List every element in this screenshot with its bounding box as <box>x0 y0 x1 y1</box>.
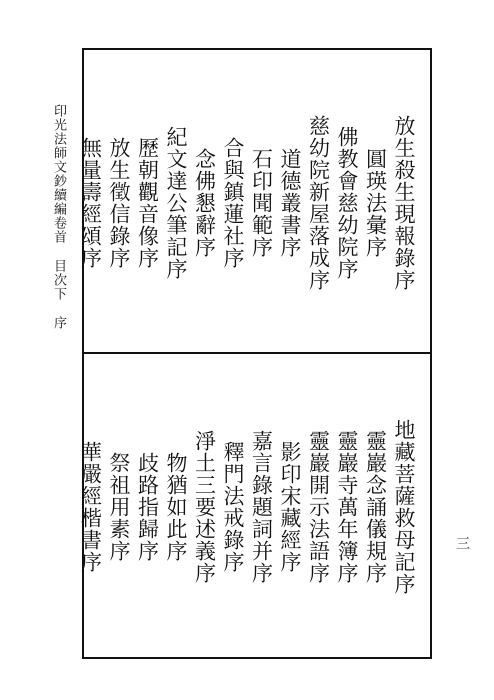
toc-entry-title: 釋門法戒錄序 <box>221 441 245 573</box>
toc-entry <box>392 364 416 650</box>
toc-entry-inner <box>392 60 416 346</box>
toc-entry <box>250 364 274 650</box>
toc-entry-inner <box>136 364 160 650</box>
toc-entry <box>364 364 388 650</box>
toc-entry-title: 地藏菩薩救母記序 <box>392 419 416 595</box>
toc-entry-title: 道德叢書序 <box>278 148 302 258</box>
toc-entry <box>107 364 131 650</box>
toc-entry-inner <box>193 60 217 346</box>
toc-entry-inner <box>164 60 188 346</box>
toc-entry-inner <box>221 60 245 346</box>
toc-entry-title: 無量壽經頌序 <box>78 137 103 269</box>
toc-entry-title: 佛教會慈幼院序 <box>335 126 359 280</box>
toc-entry-inner <box>107 364 131 650</box>
page-number: 三 <box>454 536 470 550</box>
toc-entry <box>278 364 302 650</box>
toc-entry-title: 靈巖寺萬年簿序 <box>335 430 359 584</box>
toc-entry-title: 念佛懇辭序 <box>192 148 217 258</box>
toc-entry-inner <box>392 364 416 650</box>
toc-entry <box>392 60 416 346</box>
toc-entry-title: 靈巖念誦儀規序 <box>363 430 388 584</box>
toc-entry-title: 放生殺生現報錄序 <box>392 115 416 291</box>
toc-entry-title: 華嚴經楷書序 <box>78 441 103 573</box>
toc-entry-title: 物猶如此序 <box>164 452 188 562</box>
toc-entry-inner <box>250 364 274 650</box>
toc-entry <box>278 60 302 346</box>
toc-entry <box>335 364 359 650</box>
toc-entry-title: 合與鎮蓮社序 <box>221 137 245 269</box>
toc-entry <box>193 364 217 650</box>
toc-entry-inner <box>364 60 388 346</box>
toc-entry <box>136 364 160 650</box>
toc-entry-inner <box>335 364 359 650</box>
toc-entry-title: 慈幼院新屋落成序 <box>306 115 331 291</box>
toc-entry <box>107 60 131 346</box>
toc-entry-inner <box>107 60 131 346</box>
header-section: 目次下 <box>51 259 66 302</box>
toc-entry <box>79 364 103 650</box>
toc-entry <box>164 60 188 346</box>
toc-entry-inner <box>278 364 302 650</box>
toc-entry <box>307 364 331 650</box>
toc-entry <box>221 60 245 346</box>
toc-entry-inner <box>164 364 188 650</box>
toc-entry-inner <box>335 60 359 346</box>
toc-entry-title: 祭祖用素序 <box>107 452 131 562</box>
toc-entry-inner <box>278 60 302 346</box>
toc-entry-inner <box>79 60 103 346</box>
toc-entry-inner <box>79 364 103 650</box>
toc-entry-title: 嘉言錄題詞并序 <box>249 430 274 584</box>
toc-entry-inner <box>307 60 331 346</box>
header-book-title: 印光法師文鈔續編卷首 <box>51 104 66 244</box>
toc-entry-title: 淨土三要述義序 <box>192 430 217 584</box>
toc-entry <box>193 60 217 346</box>
toc-entry <box>221 364 245 650</box>
running-header <box>50 104 66 340</box>
toc-entry-title: 歧路指歸序 <box>135 452 160 562</box>
toc-entry <box>250 60 274 346</box>
toc-entry <box>136 60 160 346</box>
toc-entry-inner <box>221 364 245 650</box>
toc-entry-inner <box>193 364 217 650</box>
toc-entry <box>164 364 188 650</box>
toc-entry-inner <box>307 364 331 650</box>
toc-entry <box>307 60 331 346</box>
toc-entry-title: 影印宋藏經序 <box>278 441 302 573</box>
toc-entry <box>79 60 103 346</box>
toc-entry-title: 圓瑛法彙序 <box>363 148 388 258</box>
toc-entry <box>364 60 388 346</box>
toc-entry-title: 紀文達公筆記序 <box>164 126 188 280</box>
toc-entry-inner <box>364 364 388 650</box>
toc-entry-inner <box>250 60 274 346</box>
toc-entry-title: 靈巖開示法語序 <box>306 430 331 584</box>
toc-entry-title: 歷朝觀音像序 <box>135 137 160 269</box>
section-divider <box>82 352 432 354</box>
toc-entry-inner <box>136 60 160 346</box>
toc-entry-title: 放生徵信錄序 <box>107 137 131 269</box>
toc-entry-title: 石印聞範序 <box>249 148 274 258</box>
header-chapter: 序 <box>51 316 66 331</box>
toc-entry <box>335 60 359 346</box>
